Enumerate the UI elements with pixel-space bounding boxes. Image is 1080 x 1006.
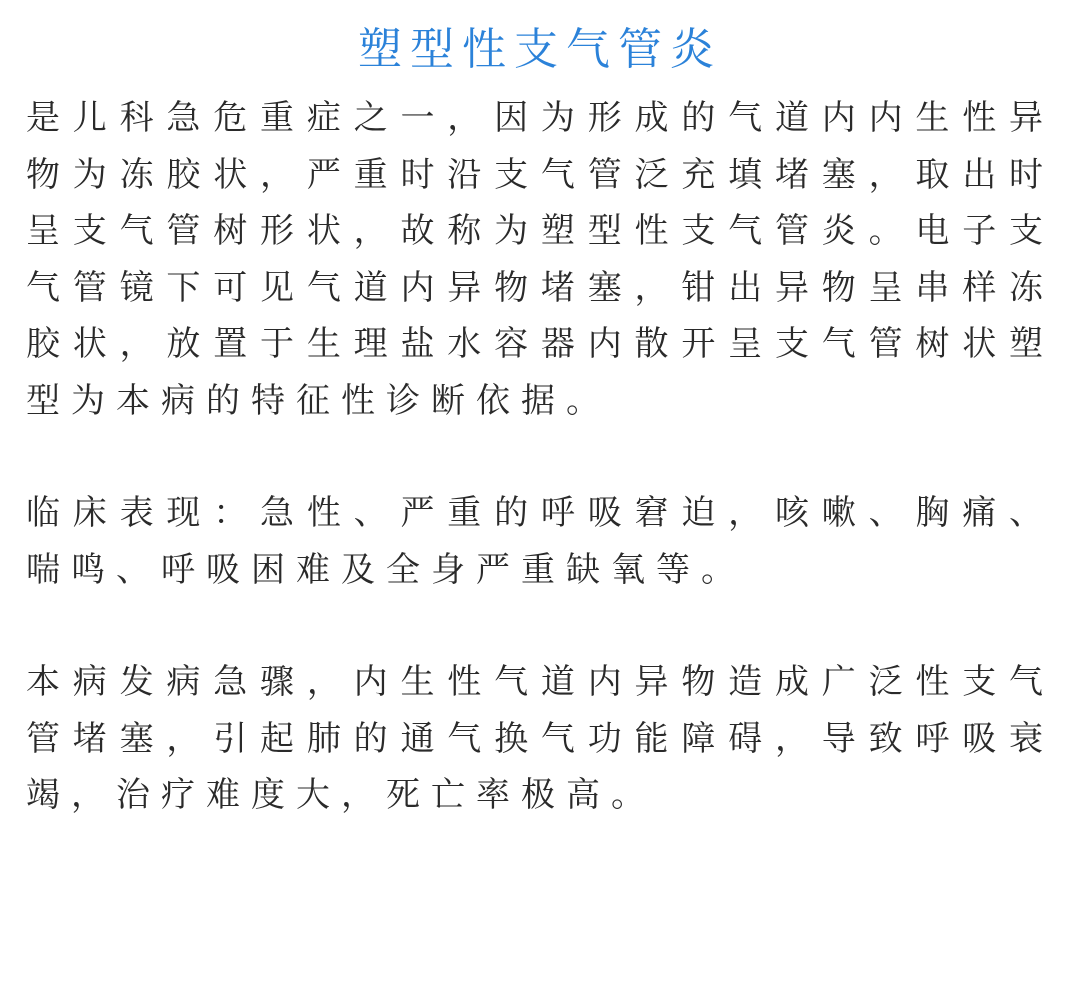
article-title: 塑型性支气管炎 bbox=[358, 24, 722, 75]
paragraph-definition: 是儿科急危重症之一，因为形成的气道内内生性异物为冻胶状，严重时沿支气管泛充填堵塞，取出时呈支气管树形状，故称为塑型性支气管炎。电子支气管镜下可见气道内异物堵塞，钳出异物呈串样冻胶状，放置于生理盐水容器内散开呈支气管树状塑型为本病的特征性诊断依据。 bbox=[26, 98, 1054, 421]
paragraph-prognosis: 本病发病急骤，内生性气道内异物造成广泛性支气管堵塞，引起肺的通气换气功能障碍，导致呼吸衰竭，治疗难度大，死亡率极高。 bbox=[26, 662, 1054, 815]
paragraph-clinical-manifestations: 临床表现：急性、严重的呼吸窘迫，咳嗽、胸痛、喘鸣、呼吸困难及全身严重缺氧等。 bbox=[26, 493, 1054, 590]
